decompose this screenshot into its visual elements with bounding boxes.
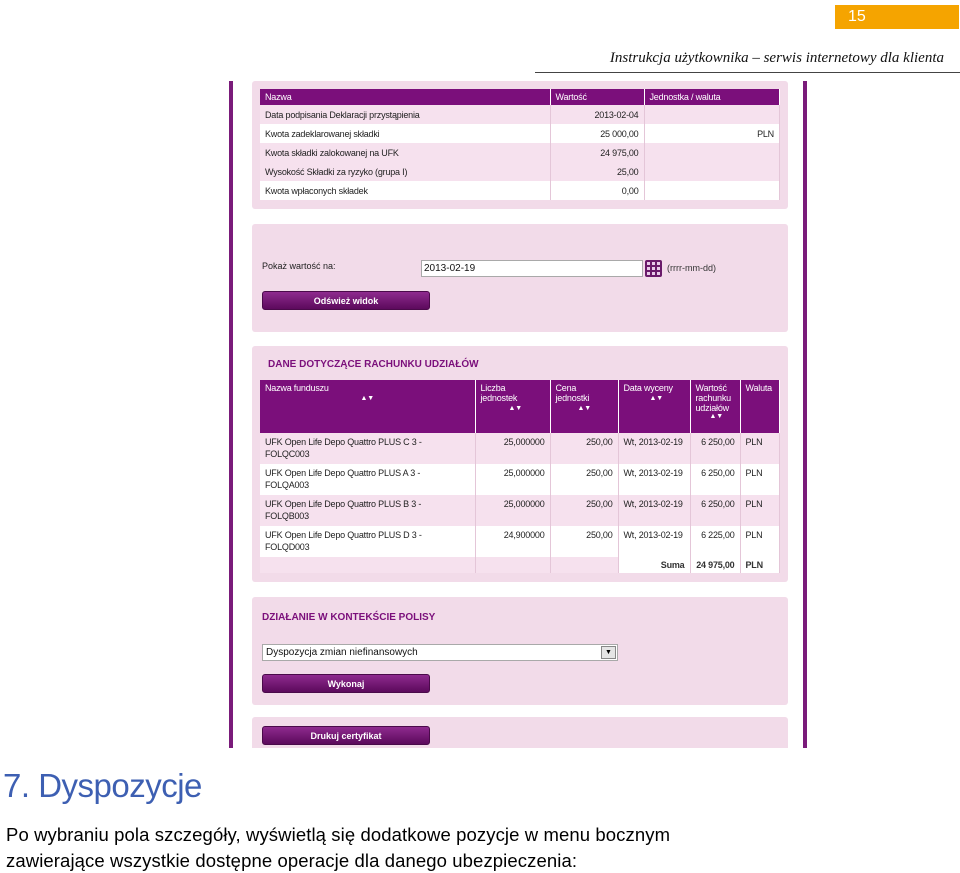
units-cell: 25,000000: [475, 433, 550, 464]
value-date-panel: [252, 224, 788, 332]
fund-name-cell: UFK Open Life Depo Quattro PLUS C 3 - FOLQC003: [260, 433, 475, 464]
certificate-panel: [252, 717, 788, 748]
value-date-input[interactable]: 2013-02-19: [421, 260, 643, 277]
summary-cell-value: 25 000,00: [550, 124, 644, 143]
summary-header-unit: Jednostka / waluta: [644, 89, 780, 105]
account-units-panel: [252, 346, 788, 582]
summary-cell-name: Kwota wpłaconych składek: [260, 181, 550, 200]
price-cell: 250,00: [550, 433, 618, 464]
column-header-fund[interactable]: [260, 380, 475, 433]
summary-cell-name: Wysokość Składki za ryzyko (grupa I): [260, 162, 550, 181]
table-row: [260, 143, 780, 162]
summary-cell-value: 0,00: [550, 181, 644, 200]
fund-name-cell: UFK Open Life Depo Quattro PLUS B 3 - FOLQB003: [260, 495, 475, 526]
policy-actions-title: DZIAŁANIE W KONTEKŚCIE POLISY: [262, 612, 436, 623]
currency-cell: PLN: [740, 433, 780, 464]
column-header-currency: Waluta: [740, 380, 780, 433]
summary-cell-unit: PLN: [644, 124, 780, 143]
units-cell: 25,000000: [475, 464, 550, 495]
column-header-price-line2: jednostki: [555, 393, 590, 403]
summary-cell-unit: [644, 181, 780, 200]
paragraph-line: Po wybraniu pola szczegóły, wyświetlą się dodatkowe pozycje w menu bocznym: [6, 824, 671, 845]
table-row: [260, 105, 780, 124]
table-row: [260, 162, 780, 181]
section-paragraph: [6, 822, 956, 873]
price-cell: 250,00: [550, 526, 618, 557]
page-number: 15: [835, 5, 959, 29]
price-cell: 250,00: [550, 464, 618, 495]
currency-cell: PLN: [740, 464, 780, 495]
sum-value: 24 975,00: [690, 557, 740, 573]
units-cell: 25,000000: [475, 495, 550, 526]
sum-label: Suma: [618, 557, 690, 573]
valuation-date-cell: Wt, 2013-02-19: [618, 464, 690, 495]
summary-cell-name: Kwota składki zalokowanej na UFK: [260, 143, 550, 162]
currency-cell: PLN: [740, 526, 780, 557]
summary-cell-name: Data podpisania Deklaracji przystąpienia: [260, 105, 550, 124]
summary-header-name: Nazwa: [260, 89, 550, 105]
summary-cell-value: 24 975,00: [550, 143, 644, 162]
print-certificate-button[interactable]: Drukuj certyfikat: [262, 726, 430, 745]
column-header-date-label: Data wyceny: [623, 383, 673, 393]
column-header-value[interactable]: [690, 380, 740, 433]
policy-actions-panel: [252, 597, 788, 705]
sort-icon[interactable]: ▲▼: [360, 395, 374, 402]
column-header-value-line3: udziałów: [695, 403, 729, 413]
section-title: 7. Dyspozycje: [3, 767, 202, 804]
sort-icon[interactable]: ▲▼: [508, 405, 522, 412]
table-row: [260, 526, 780, 557]
valuation-date-cell: Wt, 2013-02-19: [618, 526, 690, 557]
summary-panel: [252, 81, 788, 209]
account-value-cell: 6 250,00: [690, 495, 740, 526]
execute-button[interactable]: Wykonaj: [262, 674, 430, 693]
summary-table: [260, 89, 780, 200]
table-row: [260, 495, 780, 526]
fund-name-cell: UFK Open Life Depo Quattro PLUS A 3 - FOLQA003: [260, 464, 475, 495]
account-units-title: DANE DOTYCZĄCE RACHUNKU UDZIAŁÓW: [268, 359, 479, 370]
column-header-units[interactable]: [475, 380, 550, 433]
header-rule: [535, 72, 960, 73]
table-row: [260, 124, 780, 143]
policy-action-select[interactable]: [262, 644, 618, 661]
valuation-date-cell: Wt, 2013-02-19: [618, 433, 690, 464]
summary-cell-unit: [644, 162, 780, 181]
document-header: Instrukcja użytkownika – serwis internetowy dla klienta: [609, 50, 944, 66]
column-header-units-line2: jednostek: [480, 393, 518, 403]
units-cell: 24,900000: [475, 526, 550, 557]
sum-row: [260, 557, 780, 573]
summary-cell-name: Kwota zadeklarowanej składki: [260, 124, 550, 143]
summary-cell-value: 25,00: [550, 162, 644, 181]
calendar-icon[interactable]: [645, 260, 662, 277]
policy-action-selected: Dyspozycja zmian niefinansowych: [266, 647, 418, 658]
valuation-date-cell: Wt, 2013-02-19: [618, 495, 690, 526]
column-header-value-line1: Wartość: [695, 383, 727, 393]
summary-cell-unit: [644, 105, 780, 124]
column-header-units-line1: Liczba: [480, 383, 506, 393]
table-row: [260, 464, 780, 495]
column-header-price[interactable]: [550, 380, 618, 433]
value-date-label: Pokaż wartość na:: [262, 261, 336, 271]
summary-cell-unit: [644, 143, 780, 162]
sort-icon[interactable]: ▲▼: [577, 405, 591, 412]
column-header-price-line1: Cena: [555, 383, 577, 393]
table-row: [260, 433, 780, 464]
fund-name-cell: UFK Open Life Depo Quattro PLUS D 3 - FOLQD003: [260, 526, 475, 557]
paragraph-line: zawierające wszystkie dostępne operacje dla danego ubezpieczenia:: [6, 850, 578, 871]
account-value-cell: 6 225,00: [690, 526, 740, 557]
currency-cell: PLN: [740, 495, 780, 526]
price-cell: 250,00: [550, 495, 618, 526]
sum-currency: PLN: [740, 557, 780, 573]
table-row: [260, 181, 780, 200]
account-value-cell: 6 250,00: [690, 464, 740, 495]
account-units-table: [260, 380, 780, 573]
chevron-down-icon[interactable]: ▼: [601, 646, 616, 659]
column-header-value-line2: rachunku: [695, 393, 731, 403]
summary-cell-value: 2013-02-04: [550, 105, 644, 124]
column-header-fund-label: Nazwa funduszu: [265, 383, 329, 393]
sort-icon[interactable]: ▲▼: [709, 413, 723, 420]
column-header-date[interactable]: [618, 380, 690, 433]
sort-icon[interactable]: ▲▼: [649, 395, 663, 402]
embedded-screenshot: [229, 81, 807, 748]
refresh-view-button[interactable]: Odśwież widok: [262, 291, 430, 310]
date-format-hint: (rrrr-mm-dd): [667, 263, 716, 273]
summary-header-value: Wartość: [550, 89, 644, 105]
account-value-cell: 6 250,00: [690, 433, 740, 464]
